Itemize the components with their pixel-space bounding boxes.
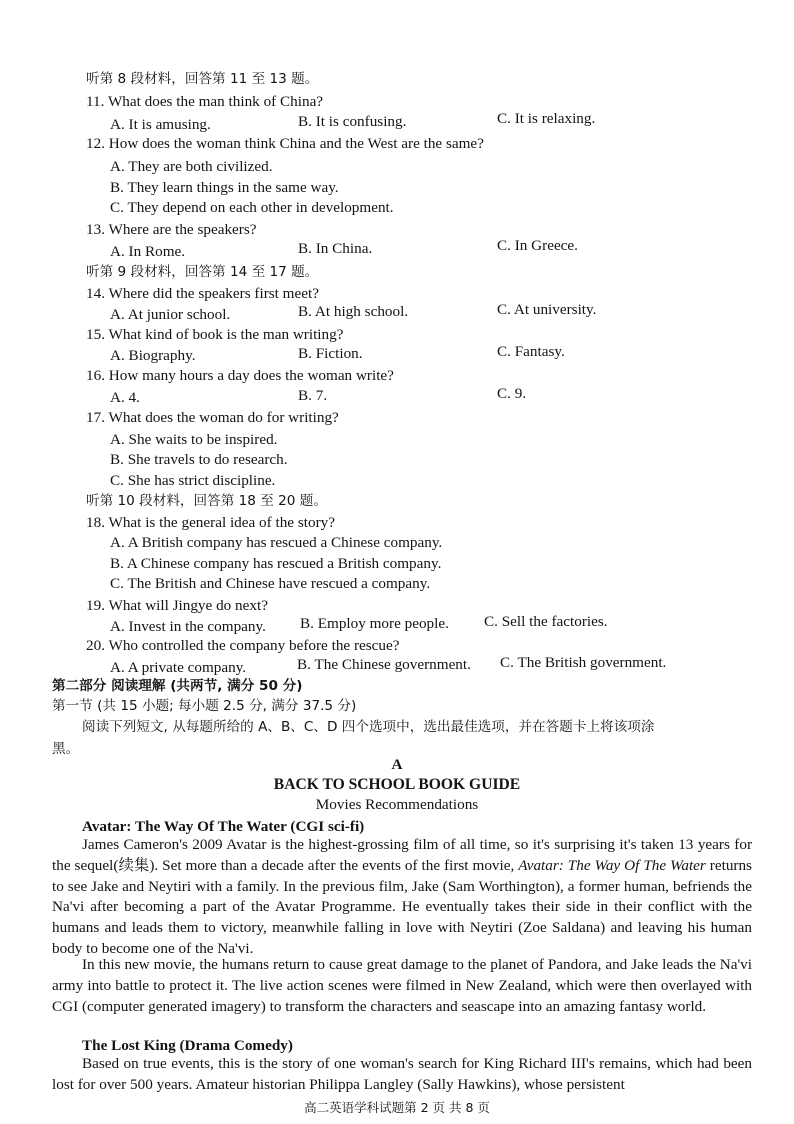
question-14: 14. Where did the speakers first meet? [86, 285, 319, 302]
option-16-b: B. 7. [298, 387, 328, 404]
question-17: 17. What does the woman do for writing? [86, 409, 339, 426]
movie2-p1-text: Based on true events, this is the story of one woman's search for King Richard III's remains, which had been lost for over 500 years. Amateur historian Philippa Langley (Sally Hawkins), whose persistent [52, 1055, 752, 1093]
movie1-p1-text-b: returns to see Jake and Neytiri with a family. In the previous film, Jake (Sam Worthington), a former human, befriends the Na'vi after becoming a part of the Avatar Programme. He eventually takes their side in their conflict with the humans and leads them to victory, meanwhile falling in love with Neytiri (Zoe Saldana) and leaving his human body to become one of the Na'vi. [52, 856, 752, 957]
option-19-c: C. Sell the factories. [484, 613, 608, 630]
option-16-c: C. 9. [497, 385, 527, 402]
option-17-c: C. She has strict discipline. [110, 472, 276, 489]
listening-intro-10: 听第 10 段材料，回答第 18 至 20 题。 [86, 493, 327, 509]
question-18: 18. What is the general idea of the story? [86, 514, 335, 531]
option-11-a: A. It is amusing. [110, 116, 211, 133]
option-16-a: A. 4. [110, 389, 140, 406]
option-20-a: A. A private company. [110, 659, 247, 676]
listening-intro-8: 听第 8 段材料，回答第 11 至 13 题。 [86, 71, 319, 87]
question-15: 15. What kind of book is the man writing? [86, 326, 344, 343]
question-20: 20. Who controlled the company before the rescue? [86, 637, 400, 654]
movie2-paragraph-1 [52, 1054, 752, 1096]
movie2-title: The Lost King (Drama Comedy) [82, 1037, 293, 1054]
movie1-p1-text-a: James Cameron's 2009 Avatar is the highest-grossing film of all time, so it's surprising it's taken 13 years for the sequel(续集). Set more than a decade after the events of the first movie, [52, 836, 752, 874]
option-15-c: C. Fantasy. [497, 343, 565, 360]
option-12-b: B. They learn things in the same way. [110, 179, 339, 196]
option-19-b: B. Employ more people. [300, 615, 449, 632]
option-19-a: A. Invest in the company. [110, 618, 266, 635]
movie1-p2-text: In this new movie, the humans return to cause great damage to the planet of Pandora, and Jake leads the Na'vi army into battle to protect it. The live action scenes were filmed in New Zealand, which were then overlayed with CGI (computer generated imagery) to transform the characters and seascape into an amazing fantasy world. [52, 956, 752, 1015]
option-12-a: A. They are both civilized. [110, 158, 273, 175]
option-13-b: B. In China. [298, 240, 373, 257]
option-20-c: C. The British government. [500, 654, 667, 671]
part2-heading: 第二部分 阅读理解 (共两节, 满分 50 分) [52, 678, 303, 694]
option-18-a: A. A British company has rescued a Chinese company. [110, 534, 443, 551]
question-19: 19. What will Jingye do next? [86, 597, 268, 614]
movie1-paragraph-1 [52, 835, 752, 960]
page-footer: 高二英语学科试题第 2 页 共 8 页 [304, 1100, 490, 1115]
question-13: 13. Where are the speakers? [86, 221, 257, 238]
question-11: 11. What does the man think of China? [86, 93, 324, 110]
option-12-c: C. They depend on each other in development. [110, 199, 394, 216]
option-14-a: A. At junior school. [110, 306, 231, 323]
option-17-a: A. She waits to be inspired. [110, 431, 278, 448]
option-13-a: A. In Rome. [110, 243, 186, 260]
passage-title: BACK TO SCHOOL BOOK GUIDE [273, 776, 521, 793]
option-17-b: B. She travels to do research. [110, 451, 288, 468]
option-15-a: A. Biography. [110, 347, 196, 364]
section1-heading: 第一节 (共 15 小题; 每小题 2.5 分, 满分 37.5 分) [52, 698, 357, 714]
question-12: 12. How does the woman think China and the West are the same? [86, 135, 484, 152]
option-11-b: B. It is confusing. [298, 113, 407, 130]
instruction-line-2: 黑。 [52, 741, 80, 757]
movie1-p1-italic: Avatar: The Way Of The Water [518, 856, 706, 874]
passage-subtitle: Movies Recommendations [315, 796, 479, 813]
passage-label: A [391, 756, 403, 773]
option-14-b: B. At high school. [298, 303, 409, 320]
option-15-b: B. Fiction. [298, 345, 363, 362]
option-18-c: C. The British and Chinese have rescued a company. [110, 575, 431, 592]
instruction-line-1: 阅读下列短文, 从每题所给的 A、B、C、D 四个选项中，选出最佳选项，并在答题卡上将该项涂 [82, 719, 655, 735]
option-11-c: C. It is relaxing. [497, 110, 596, 127]
movie1-paragraph-2 [52, 955, 752, 1017]
option-13-c: C. In Greece. [497, 237, 578, 254]
option-20-b: B. The Chinese government. [297, 656, 471, 673]
question-16: 16. How many hours a day does the woman write? [86, 367, 394, 384]
option-14-c: C. At university. [497, 301, 597, 318]
movie1-title: Avatar: The Way Of The Water (CGI sci-fi) [82, 818, 365, 835]
option-18-b: B. A Chinese company has rescued a British company. [110, 555, 442, 572]
listening-intro-9: 听第 9 段材料，回答第 14 至 17 题。 [86, 264, 319, 280]
